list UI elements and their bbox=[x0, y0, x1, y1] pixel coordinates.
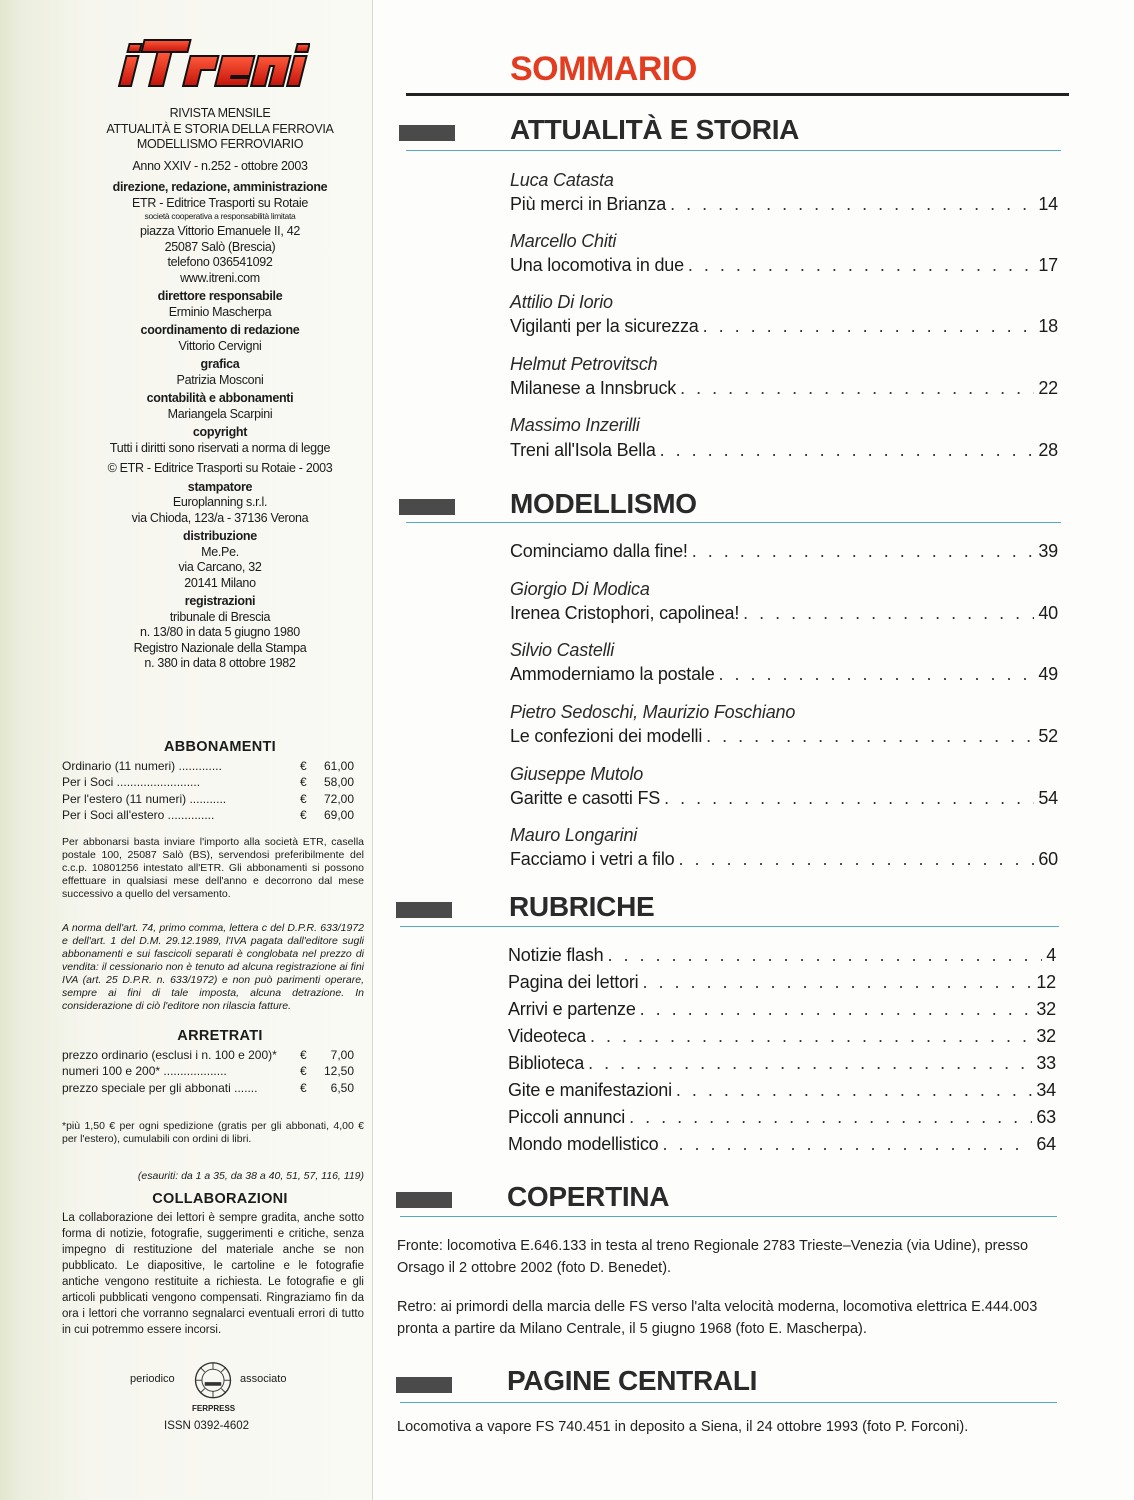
article-author: Pietro Sedoschi, Maurizio Foschiano bbox=[510, 702, 796, 722]
toc-entry[interactable] bbox=[510, 255, 1058, 276]
price-value: 61,00 bbox=[323, 759, 354, 773]
price-value: 12,50 bbox=[323, 1064, 354, 1079]
section-bar bbox=[399, 499, 455, 515]
price-label: prezzo ordinario (esclusi i n. 100 e 200)* bbox=[62, 1048, 277, 1062]
section-bar bbox=[396, 1192, 452, 1208]
price-label: Per i Soci all'estero .............. bbox=[62, 808, 215, 823]
toc-entry[interactable] bbox=[510, 603, 1058, 624]
section-rule bbox=[400, 926, 1059, 927]
block-line: Patrizia Mosconi bbox=[176, 372, 264, 387]
price-value: 6,50 bbox=[330, 1080, 354, 1095]
block-line: 25087 Salò (Brescia) bbox=[164, 239, 276, 254]
page-title: SOMMARIO bbox=[510, 50, 697, 88]
price-currency: € bbox=[300, 1080, 307, 1095]
entry-title: Mondo modellistico bbox=[508, 1134, 659, 1154]
price-currency: € bbox=[300, 775, 307, 790]
block-heading: grafica bbox=[200, 357, 240, 371]
price-row bbox=[62, 1080, 354, 1096]
section-title-copertina: COPERTINA bbox=[507, 1181, 670, 1212]
entry-page: 28 bbox=[1038, 440, 1058, 460]
logo-text: iTreni bbox=[110, 34, 113, 35]
cover-back-caption: Retro: ai primordi della marcia delle FS verso l'alta velocità moderna, locomotiva elettrica E.444.003 pronta a partire da Milano Centrale, il 5 giugno 1968 (foto E. Mascherpa). bbox=[397, 1299, 1038, 1337]
toc-entry[interactable] bbox=[510, 788, 1058, 809]
block-heading: distribuzione bbox=[183, 529, 257, 543]
block-line: telefono 036541092 bbox=[167, 255, 273, 269]
block-line: © ETR - Editrice Trasporti su Rotaie - 2003 bbox=[107, 461, 333, 475]
block-line: Me.Pe. bbox=[201, 544, 239, 559]
price-row bbox=[62, 774, 354, 790]
entry-page: 22 bbox=[1038, 378, 1058, 398]
block-heading: direttore responsabile bbox=[157, 289, 283, 303]
toc-entry[interactable] bbox=[510, 541, 1058, 562]
block-small: società cooperativa a responsabilità limitata bbox=[144, 211, 296, 221]
iva-note: A norma dell'art. 74, primo comma, lettera c del D.P.R. 633/1972 e dell'art. 1 del D.M. 29.12.1989, l'IVA pagata dall'editore sugli abbonamenti e sui fascicoli separati è conglobata nel prezzo di vendita: il cessionario non è tenuto ad alcuna registrazione ai fini IVA (art. 25 D.P.R. n. 633/1972) e non può parimenti operare, sempre ai fini di tale imposta, alcuna detrazione. In considerazione di ciò l'editore non rilascia fatture. bbox=[62, 922, 364, 1012]
toc-entry[interactable] bbox=[510, 378, 1058, 399]
title-rule bbox=[406, 93, 1069, 96]
esauriti-note: (esauriti: da 1 a 35, da 38 a 40, 51, 57, 116, 119) bbox=[137, 1170, 364, 1182]
tagline-1: RIVISTA MENSILE bbox=[169, 106, 271, 120]
price-label: prezzo speciale per gli abbonati ....... bbox=[62, 1080, 258, 1095]
entry-title: Facciamo i vetri a filo bbox=[510, 849, 675, 869]
price-row bbox=[62, 1047, 354, 1063]
abbonamenti-title: ABBONAMENTI bbox=[163, 739, 277, 755]
block-heading: stampatore bbox=[187, 479, 253, 494]
entry-title: Vigilanti per la sicurezza bbox=[510, 316, 699, 336]
centerfold-caption: Locomotiva a vapore FS 740.451 in deposito a Siena, il 24 ottobre 1993 (foto P. Forconi). bbox=[397, 1419, 969, 1435]
price-label: Per l'estero (11 numeri) ........... bbox=[62, 791, 227, 806]
entry-page: 14 bbox=[1038, 194, 1058, 214]
entry-page: 17 bbox=[1038, 255, 1058, 275]
price-label: Per i Soci ......................... bbox=[62, 775, 201, 790]
block-line: Europlanning s.r.l. bbox=[172, 495, 268, 509]
masthead-info bbox=[70, 106, 370, 672]
price-currency: € bbox=[300, 1048, 307, 1062]
block-heading: direzione, redazione, amministrazione bbox=[112, 180, 328, 194]
association-footer bbox=[120, 1360, 320, 1440]
entry-title: Gite e manifestazioni bbox=[508, 1080, 672, 1100]
abbonamenti-note: Per abbonarsi basta inviare l'importo alla società ETR, casella postale 100, 25087 Salò (BS), servendosi preferibilmente del c.c.p. 10801256 intestato all'ETR. Gli abbonamenti si possono effettuare in qualsiasi mese dell'anno e decorrono dal mese successivo a quello del versamento. bbox=[62, 836, 364, 900]
website-link[interactable]: www.itreni.com bbox=[180, 270, 260, 285]
article-author: Giuseppe Mutolo bbox=[510, 764, 644, 784]
entry-page: 60 bbox=[1038, 849, 1058, 869]
entry-title: Milanese a Innsbruck bbox=[510, 378, 677, 398]
price-row bbox=[62, 791, 354, 807]
entry-title: Le confezioni dei modelli bbox=[510, 726, 703, 746]
entry-page: 18 bbox=[1038, 316, 1058, 336]
toc-entry[interactable] bbox=[510, 664, 1058, 685]
price-currency: € bbox=[300, 1064, 307, 1079]
article-author: Luca Catasta bbox=[510, 170, 614, 190]
ferpress-seal-icon bbox=[190, 1360, 236, 1406]
block-line: Tutti i diritti sono riservati a norma di legge bbox=[109, 440, 331, 455]
price-row bbox=[62, 807, 354, 823]
price-row bbox=[62, 758, 354, 774]
entry-page: 54 bbox=[1038, 788, 1058, 808]
price-value: 7,00 bbox=[330, 1048, 354, 1062]
section-rule bbox=[400, 1216, 1057, 1217]
price-currency: € bbox=[300, 759, 307, 773]
toc-entry[interactable] bbox=[508, 1080, 1056, 1101]
entry-page: 32 bbox=[1036, 1026, 1056, 1046]
section-title-rubriche: RUBRICHE bbox=[509, 891, 655, 922]
block-line: tribunale di Brescia bbox=[169, 609, 271, 624]
price-value: 58,00 bbox=[323, 775, 354, 790]
section-rule bbox=[406, 150, 1061, 151]
tagline-2: ATTUALITÀ E STORIA DELLA FERROVIA bbox=[106, 121, 334, 136]
entry-title: Irenea Cristophori, capolinea! bbox=[510, 603, 740, 623]
toc-entry[interactable] bbox=[508, 945, 1056, 966]
entry-page: 12 bbox=[1036, 972, 1056, 992]
block-line: via Carcano, 32 bbox=[178, 560, 262, 574]
article-author: Giorgio Di Modica bbox=[510, 579, 650, 599]
entry-title: Garitte e casotti FS bbox=[510, 788, 661, 808]
entry-page: 39 bbox=[1038, 541, 1058, 561]
arretrati-note: *più 1,50 € per ogni spedizione (gratis per gli abbonati, 4,00 € per l'estero), cumulabili con ordini di libri. bbox=[62, 1120, 364, 1145]
seal-label: FERPRESS bbox=[192, 1404, 236, 1413]
collaborazioni-text: La collaborazione dei lettori è sempre gradita, anche sotto forma di notizie, fotografie, suggerimenti e critiche, senza impegno di restituzione del materiale anche se non pubblicato. Le diapositive, le cartoline e le fotografie antiche vengono restituite a richiesta. Le fotografie e gli articoli pubblicati vengono compensati. Ringraziamo fin da ora i lettori che vorranno segnalarci eventuali errori di tutto in cui potremmo essere incorsi. bbox=[62, 1212, 364, 1336]
entry-title: Pagina dei lettori bbox=[508, 972, 639, 992]
entry-page: 63 bbox=[1036, 1107, 1056, 1127]
itreni-logo bbox=[110, 34, 310, 92]
entry-title: Arrivi e partenze bbox=[508, 999, 636, 1019]
entry-page: 34 bbox=[1036, 1080, 1056, 1100]
toc-entry[interactable] bbox=[508, 999, 1056, 1020]
block-line: 20141 Milano bbox=[184, 575, 256, 590]
block-heading: registrazioni bbox=[184, 594, 256, 608]
cover-front-caption: Fronte: locomotiva E.646.133 in testa al treno Regionale 2783 Trieste–Venezia (via Udine), presso Orsago il 2 ottobre 2002 (foto D. Benedet). bbox=[397, 1238, 1029, 1276]
price-label: numeri 100 e 200* ................... bbox=[62, 1064, 227, 1079]
block-heading: copyright bbox=[192, 425, 248, 439]
price-label: Ordinario (11 numeri) ............. bbox=[62, 759, 222, 773]
footer-right: associato bbox=[240, 1373, 287, 1385]
entry-title: Una locomotiva in due bbox=[510, 255, 684, 275]
entry-title: Più merci in Brianza bbox=[510, 194, 667, 214]
article-author: Massimo Inzerilli bbox=[510, 415, 640, 435]
section-rule bbox=[406, 522, 1061, 523]
block-line: Vittorio Cervigni bbox=[178, 338, 262, 353]
entry-title: Ammoderniamo la postale bbox=[510, 664, 715, 684]
article-author: Helmut Petrovitsch bbox=[510, 354, 658, 374]
block-line: Registro Nazionale della Stampa bbox=[133, 640, 307, 655]
block-heading: contabilità e abbonamenti bbox=[146, 391, 294, 405]
article-author: Marcello Chiti bbox=[510, 231, 617, 251]
issue-info: Anno XXIV - n.252 - ottobre 2003 bbox=[132, 158, 308, 173]
abbonamenti-prices bbox=[62, 758, 354, 824]
entry-page: 4 bbox=[1046, 945, 1056, 965]
price-value: 69,00 bbox=[323, 808, 354, 823]
toc-entry[interactable] bbox=[510, 726, 1058, 747]
entry-page: 40 bbox=[1038, 603, 1058, 623]
arretrati-title: ARRETRATI bbox=[177, 1028, 263, 1044]
price-currency: € bbox=[300, 808, 307, 823]
toc-entry[interactable] bbox=[510, 849, 1058, 870]
tagline-3: MODELLISMO FERROVIARIO bbox=[136, 137, 304, 151]
toc-entry[interactable] bbox=[508, 972, 1056, 993]
entry-page: 33 bbox=[1036, 1053, 1056, 1073]
price-currency: € bbox=[300, 791, 307, 806]
section-bar bbox=[399, 125, 455, 141]
entry-title: Biblioteca bbox=[508, 1053, 585, 1073]
toc-entry[interactable] bbox=[510, 194, 1058, 215]
section-title-modellismo: MODELLISMO bbox=[510, 488, 697, 519]
price-value: 72,00 bbox=[323, 791, 354, 806]
block-line: piazza Vittorio Emanuele II, 42 bbox=[139, 224, 300, 238]
block-line: n. 13/80 in data 5 giugno 1980 bbox=[140, 625, 300, 639]
entry-page: 49 bbox=[1038, 664, 1058, 684]
toc-entry[interactable] bbox=[508, 1134, 1056, 1155]
entry-title: Cominciamo dalla fine! bbox=[510, 541, 688, 561]
toc-entry[interactable] bbox=[508, 1107, 1056, 1128]
price-row bbox=[62, 1063, 354, 1079]
block-line: ETR - Editrice Trasporti su Rotaie bbox=[132, 195, 308, 210]
article-author: Mauro Longarini bbox=[510, 825, 638, 845]
toc-entry[interactable] bbox=[508, 1026, 1056, 1047]
block-line: Erminio Mascherpa bbox=[168, 304, 272, 319]
entry-page: 64 bbox=[1036, 1134, 1056, 1154]
article-author: Attilio Di Iorio bbox=[510, 292, 613, 312]
entry-title: Treni all'Isola Bella bbox=[510, 440, 656, 460]
arretrati-prices bbox=[62, 1047, 354, 1096]
masthead-column bbox=[0, 0, 373, 1500]
entry-title: Notizie flash bbox=[508, 945, 604, 965]
collaborazioni-title: COLLABORAZIONI bbox=[152, 1191, 288, 1207]
entry-title: Piccoli annunci bbox=[508, 1107, 626, 1127]
entry-title: Videoteca bbox=[508, 1026, 586, 1046]
block-line: via Chioda, 123/a - 37136 Verona bbox=[131, 510, 309, 525]
section-title-pagine-centrali: PAGINE CENTRALI bbox=[507, 1365, 758, 1396]
section-title-attualita: ATTUALITÀ E STORIA bbox=[510, 114, 800, 145]
article-author: Silvio Castelli bbox=[510, 640, 615, 660]
block-line: n. 380 in data 8 ottobre 1982 bbox=[144, 656, 296, 670]
section-bar bbox=[396, 902, 452, 918]
block-line: Mariangela Scarpini bbox=[167, 406, 273, 421]
toc-entry[interactable] bbox=[508, 1053, 1056, 1074]
section-rule bbox=[400, 1402, 1057, 1403]
block-heading: coordinamento di redazione bbox=[140, 323, 300, 337]
footer-left: periodico bbox=[130, 1373, 175, 1385]
entry-page: 32 bbox=[1036, 999, 1056, 1019]
toc-entry[interactable] bbox=[510, 440, 1058, 461]
entry-page: 52 bbox=[1038, 726, 1058, 746]
section-bar bbox=[396, 1377, 452, 1393]
issn: ISSN 0392-4602 bbox=[164, 1420, 250, 1432]
toc-entry[interactable] bbox=[510, 316, 1058, 337]
